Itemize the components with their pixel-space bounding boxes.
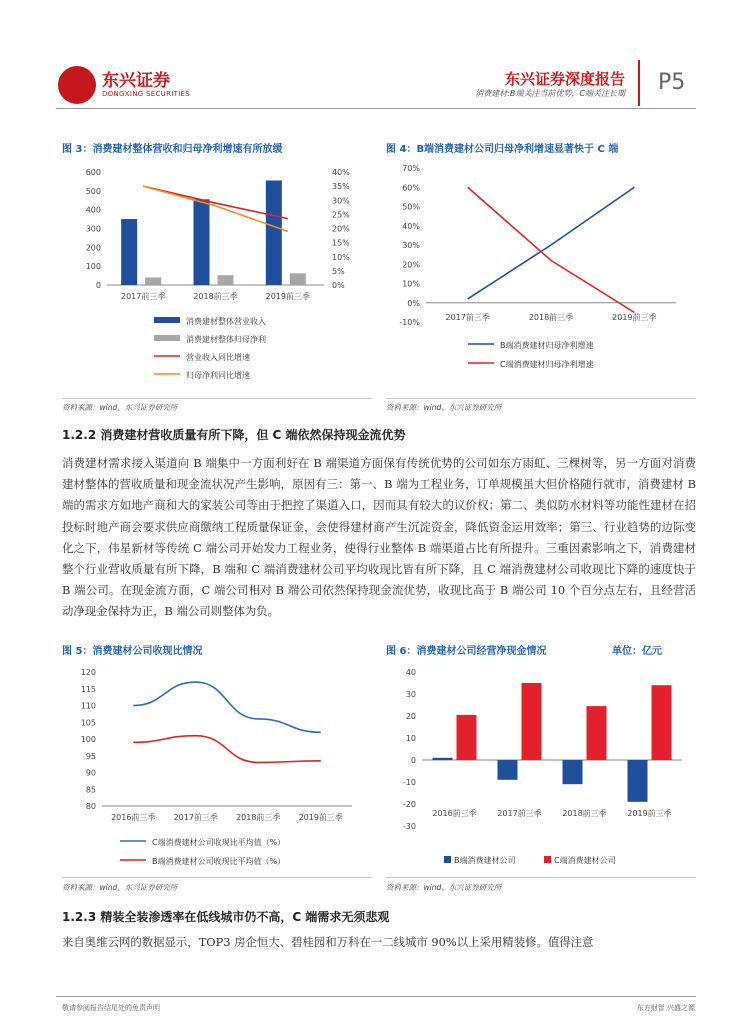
fig6-x-tick: 2017前三季 — [497, 809, 542, 818]
fig4-legend-label: B端消费建材归母净利增速 — [500, 341, 594, 350]
fig3-yleft-tick: 600 — [85, 168, 101, 177]
fig4-y-tick: 70% — [402, 164, 420, 173]
fig3-chart — [62, 158, 372, 398]
fig6-bar-c — [457, 715, 477, 760]
fig6-bar-c — [652, 685, 672, 760]
fig4-y-tick: -10% — [399, 318, 420, 327]
fig3-yright-tick: 30% — [332, 196, 350, 206]
fig6-bar-b — [563, 760, 583, 784]
footer-disclaimer: 敬请参阅报告结尾处的免责声明 — [62, 1004, 160, 1012]
fig5-x-tick: 2016前三季 — [111, 813, 156, 822]
fig3-legend-swatch — [154, 335, 180, 341]
fig4-y-tick: 40% — [402, 221, 420, 231]
fig3-x-tick: 2019前三季 — [265, 292, 311, 301]
logo-subtext: DONGXING SECURITIES — [102, 90, 191, 98]
fig6-y-tick: 10 — [405, 734, 416, 743]
fig6-x-tick: 2018前三季 — [562, 809, 607, 818]
fig5-y-tick: 85 — [85, 785, 96, 795]
fig4-title: 图 4：B端消费建材公司归母净利增速显著快于 C 端 — [386, 144, 619, 155]
fig4-separator — [386, 398, 696, 399]
fig4-y-tick: 0% — [407, 298, 420, 308]
fig5-y-tick: 95 — [85, 751, 96, 761]
fig5-x-tick: 2017前三季 — [173, 813, 218, 822]
fig3-yright-tick: 20% — [332, 224, 350, 234]
logo-mark — [58, 66, 96, 104]
fig5-y-tick: 115 — [80, 684, 96, 694]
fig3-legend-label: 营业收入同比增速 — [186, 353, 250, 362]
section-paragraph-122: 消费建材需求接入渠道向 B 端集中一方面利好在 B 端渠道方面保有传统优势的公司如东方雨虹、三棵树等，另一方面对消费建材整体的营收质量和现金流状况产生影响，原因有三：第一、B 端为工程业务，订单规模虽大但价格随行就市，消费建材 B 端的需求方如地产商和大的家装公司等由于把控了渠道入口，因而具有较大的议价权；第二、类似防水材料等功能性建材在招投标时地产商会要求供应商缴纳工程质量保证金，会使得建材商产生沉淀资金，降低资金运用效率；第三、行业趋势的边际变化之下，伟星新材等传统 C 端公司开始发力工程业务，使得行业整体 B 端渠道占比有所提升。三重因素影响之下，消费建材整个行业营收质量有所下降，B 端和 C 端消费建材公司平均收现比皆有所下降，且 C 端消费建材公司收现比下降的速度快于 B 端公司。在现金流方面，C 端公司相对 B 端公司依然保持现金流优势，收现比高于 B 端公司 10 个百分点左右，且经营活动净现金保持为正，B 端公司则整体为负。 — [62, 456, 696, 619]
report-subtitle: 消费建材:B端关注当前优势，C端关注长期 — [475, 89, 625, 98]
fig3-bar-profit — [290, 273, 306, 285]
report-title: 东兴证券深度报告 — [504, 70, 625, 88]
fig4-chart — [386, 158, 696, 398]
fig3-yleft-tick: 100 — [85, 262, 101, 272]
page-number: P5 — [658, 70, 686, 95]
fig5-y-tick: 105 — [80, 718, 96, 728]
fig6-y-tick: 40 — [405, 668, 416, 677]
fig5-line-c — [133, 682, 321, 732]
fig3-legend-swatch — [154, 317, 180, 323]
fig4-y-tick: 50% — [402, 202, 420, 212]
section-heading-123: 1.2.3 精装全装渗透率在低线城市仍不高，C 端需求无须悲观 — [62, 910, 390, 924]
fig4-y-tick: 10% — [402, 279, 420, 289]
fig3-yleft-tick: 300 — [85, 224, 101, 234]
footer-rule — [56, 996, 696, 997]
fig5-y-tick: 80 — [85, 802, 96, 811]
fig4-y-tick: 60% — [402, 183, 420, 193]
fig3-yright-tick: 10% — [332, 252, 350, 262]
fig3-yleft-tick: 0 — [95, 281, 101, 290]
fig3-yright-tick: 0% — [332, 281, 345, 290]
fig3-source: 资料来源：wind、东兴证券研究所 — [62, 403, 178, 412]
fig4-x-tick: 2018前三季 — [528, 313, 574, 322]
fig5-x-tick: 2018前三季 — [236, 813, 281, 822]
fig5-y-tick: 90 — [85, 768, 96, 778]
fig3-legend-label: 消费建材整体营业收入 — [186, 317, 266, 326]
fig6-bar-b — [433, 758, 453, 760]
fig6-bar-c — [522, 683, 542, 760]
fig6-y-tick: -10 — [402, 778, 416, 787]
fig6-bar-b — [628, 760, 648, 802]
fig3-bar-profit — [145, 277, 161, 285]
section-heading-122: 1.2.2 消费建材营收质量有所下降，但 C 端依然保持现金流优势 — [62, 428, 406, 442]
fig5-chart — [62, 660, 372, 880]
fig6-legend-label: B端消费建材公司 — [454, 856, 516, 865]
fig4-y-tick: 30% — [402, 241, 420, 250]
section-paragraph-123: 来自奥维云网的数据显示，TOP3 房企恒大、碧桂园和万科在一二线城市 90%以上采用精装修。值得注意 — [62, 935, 594, 949]
fig5-y-tick: 100 — [80, 735, 96, 744]
fig3-title: 图 3：消费建材整体营收和归母净利增速有所放缓 — [62, 144, 283, 155]
fig3-x-tick: 2018前三季 — [193, 292, 238, 301]
fig4-legend-label: C端消费建材归母净利增速 — [500, 360, 594, 369]
fig4-line-b — [468, 187, 635, 299]
fig6-x-tick: 2019前三季 — [627, 809, 672, 818]
fig5-title: 图 5：消费建材公司收现比情况 — [62, 646, 203, 657]
fig6-legend-swatch — [444, 856, 451, 863]
fig5-y-tick: 120 — [80, 668, 96, 677]
fig5-separator — [62, 877, 372, 878]
fig6-title: 图 6：消费建材公司经营净现金情况 — [386, 646, 547, 657]
fig6-y-tick: 0 — [410, 756, 416, 765]
fig3-yleft-tick: 500 — [85, 186, 101, 196]
fig4-y-tick: 20% — [402, 260, 420, 270]
fig3-yright-tick: 40% — [332, 168, 350, 177]
fig4-source: 资料来源：wind、东兴证券研究所 — [386, 403, 502, 412]
fig6-y-tick: -20 — [402, 800, 416, 809]
fig6-unit: 单位：亿元 — [612, 646, 662, 657]
fig3-yright-tick: 15% — [332, 238, 350, 248]
fig3-bar-revenue — [121, 219, 137, 285]
fig6-x-tick: 2016前三季 — [432, 809, 477, 818]
fig6-legend-label: C端消费建材公司 — [554, 856, 616, 865]
fig6-y-tick: -30 — [402, 822, 416, 831]
fig6-source: 资料来源：wind、东兴证券研究所 — [386, 883, 502, 892]
header-divider — [638, 60, 640, 106]
fig5-legend-label: B端消费建材公司收现比平均值（%） — [152, 857, 286, 866]
fig3-yright-tick: 25% — [332, 210, 350, 220]
fig4-x-tick: 2019前三季 — [612, 313, 657, 322]
footer-slogan: 东方财智 兴盛之源 — [636, 1004, 695, 1012]
fig3-yright-tick: 5% — [332, 266, 345, 276]
fig3-separator — [62, 398, 372, 399]
fig6-y-tick: 30 — [405, 690, 416, 699]
fig5-y-tick: 110 — [80, 701, 96, 711]
fig5-x-tick: 2019前三季 — [298, 813, 343, 822]
fig3-bar-revenue — [194, 199, 210, 285]
fig3-x-tick: 2017前三季 — [120, 292, 166, 301]
fig3-legend-label: 归母净利同比增速 — [186, 371, 250, 380]
fig5-legend-label: C端消费建材公司收现比平均值（%） — [152, 838, 286, 847]
fig6-y-tick: 20 — [405, 712, 416, 721]
logo-text: 东兴证券 — [102, 71, 170, 91]
fig5-source: 资料来源：wind、东兴证券研究所 — [62, 883, 178, 892]
fig3-bar-revenue — [266, 180, 282, 285]
fig6-separator — [386, 877, 696, 878]
fig4-x-tick: 2017前三季 — [445, 313, 490, 322]
fig6-legend-swatch — [544, 856, 551, 863]
fig3-yleft-tick: 200 — [85, 243, 101, 253]
fig3-yright-tick: 35% — [332, 182, 350, 192]
fig6-bar-b — [498, 760, 518, 780]
fig6-bar-c — [587, 706, 607, 760]
fig6-chart — [386, 660, 696, 880]
fig3-bar-profit — [218, 275, 234, 285]
fig3-legend-label: 消费建材整体归母净利 — [186, 335, 266, 344]
fig4-line-c — [468, 187, 635, 312]
header-rule — [56, 108, 696, 109]
fig5-line-b — [133, 736, 321, 763]
fig3-yleft-tick: 400 — [85, 205, 101, 215]
